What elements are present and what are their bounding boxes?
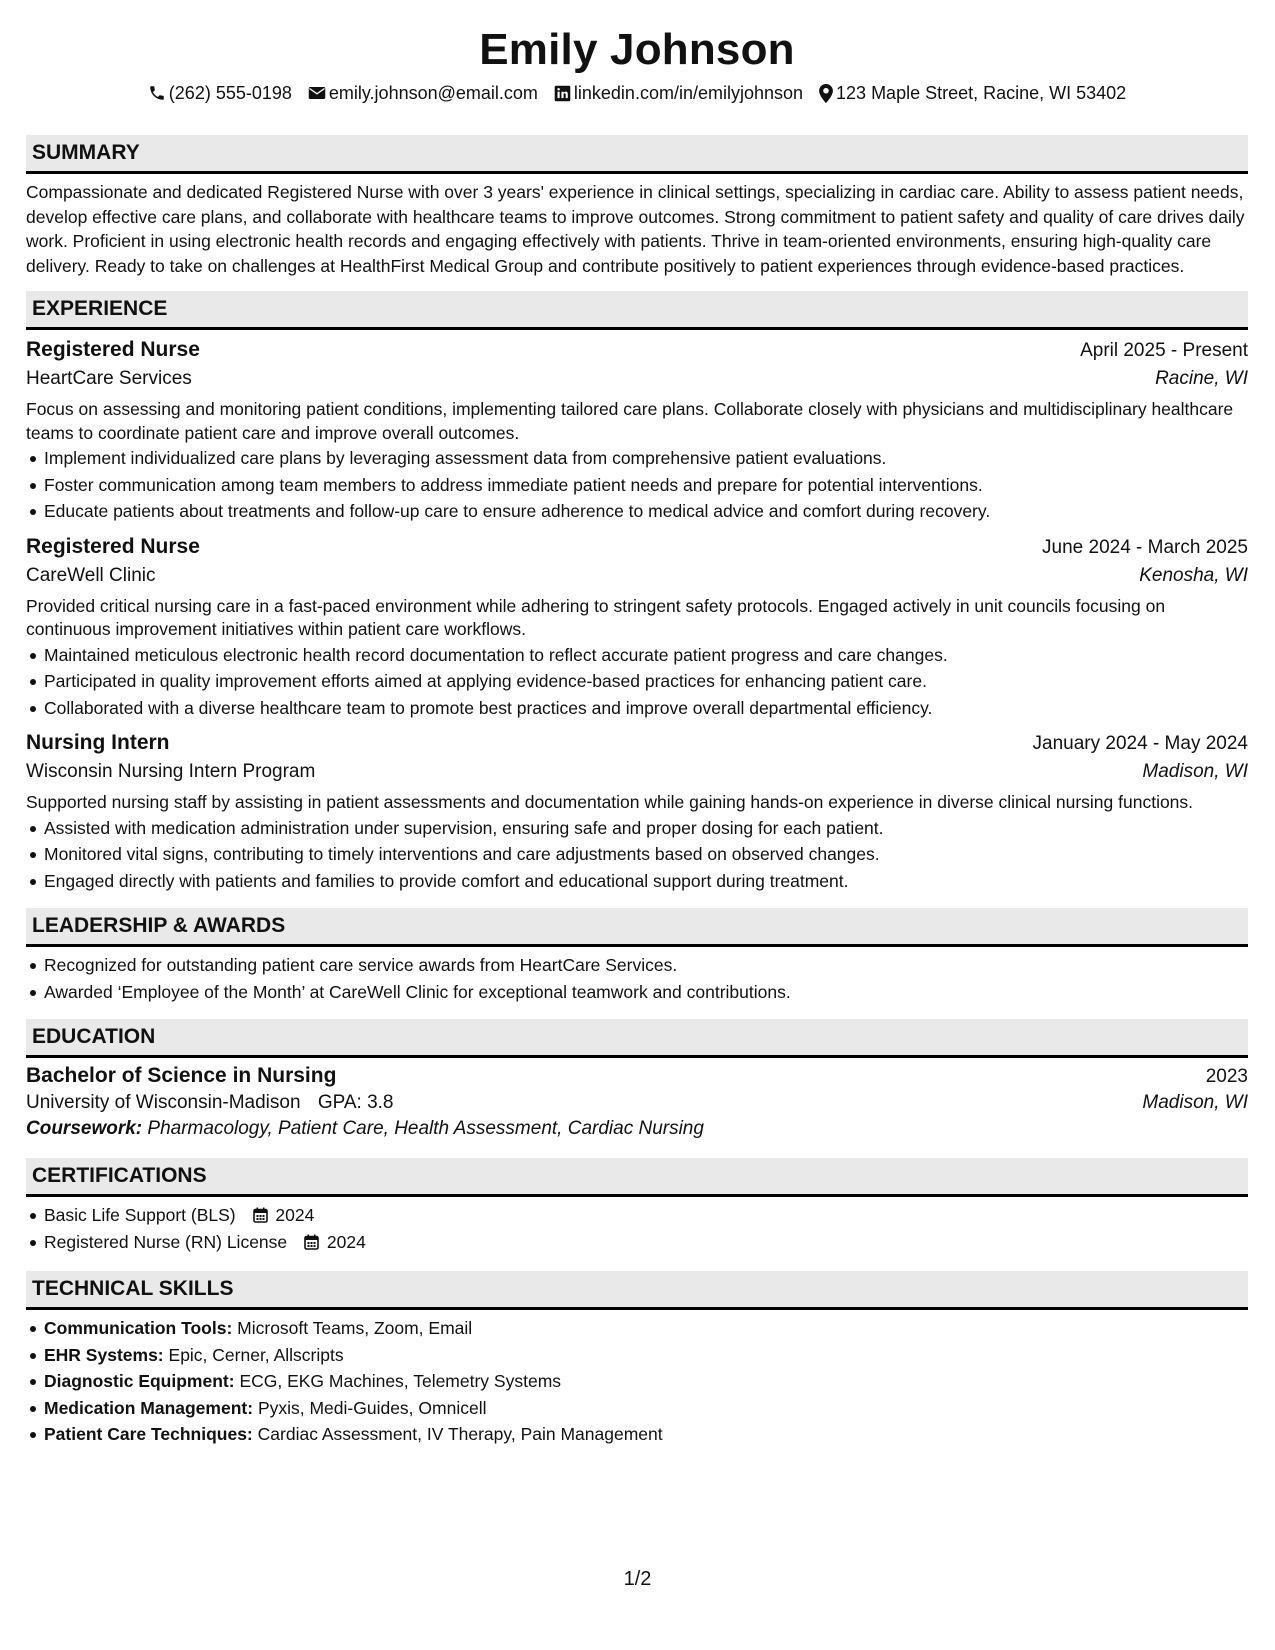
job-bullets [26,815,1248,895]
section-heading-summary: SUMMARY [26,135,1248,174]
contact-address [819,81,1126,105]
job-description: Supported nursing staff by assisting in patient assessments and documentation while gaining hands-on experience in diverse clinical nursing functions. [26,792,1194,813]
calendar-icon [253,1207,268,1223]
phone-text: (262) 555-0198 [168,83,292,103]
job-company: HeartCare Services [26,368,192,390]
certifications-section [26,1158,1248,1255]
cert-year: 2024 [275,1205,315,1226]
list-item: Recognized for outstanding patient care service awards from HeartCare Services. [44,952,1248,979]
job-location: Racine, WI [1155,368,1248,390]
job-company: CareWell Clinic [26,564,156,586]
section-heading-education: EDUCATION [26,1019,1248,1058]
linkedin-icon [554,85,571,102]
list-item: Assisted with medication administration under supervision, ensuring safe and proper dosing for each patient. [44,815,1248,842]
list-item: Maintained meticulous electronic health record documentation to reflect accurate patient progress and care changes. [44,642,1248,669]
skill-value: Epic, Cerner, Allscripts [168,1344,344,1365]
list-item [44,1395,1248,1422]
school-line [26,1092,394,1114]
skill-label: Communication Tools: [44,1318,233,1339]
coursework-list: Pharmacology, Patient Care, Health Assessment, Cardiac Nursing [147,1118,704,1140]
skills-list [26,1315,1248,1448]
contact-linkedin[interactable] [554,81,803,105]
list-item: Participated in quality improvement efforts aimed at applying evidence-based practices for enhancing patient care. [44,668,1248,695]
coursework-line [26,1118,1248,1140]
section-heading-skills: TECHNICAL SKILLS [26,1271,1248,1310]
linkedin-text[interactable]: linkedin.com/in/emilyjohnson [573,83,804,103]
job-dates: June 2024 - March 2025 [1042,536,1248,558]
job-title: Registered Nurse [26,338,200,362]
contact-email[interactable] [308,81,538,105]
page-number: 1/2 [623,1568,652,1590]
envelope-icon [308,85,326,101]
list-item: Foster communication among team members to address immediate patient needs and prepare for potential interventions. [44,472,1248,499]
experience-section [26,291,1248,894]
list-item [44,1229,1248,1256]
list-item: Engaged directly with patients and families to provide comfort and educational support during treatment. [44,868,1248,895]
list-item [44,1421,1248,1448]
job-bullets [26,445,1248,525]
list-item [44,1315,1248,1342]
list-item: Implement individualized care plans by leveraging assessment data from comprehensive patient evaluations. [44,445,1248,472]
cert-year: 2024 [326,1231,366,1252]
job-dates: April 2025 - Present [1080,340,1248,362]
skill-value: ECG, EKG Machines, Telemetry Systems [239,1371,562,1392]
skill-label: EHR Systems: [44,1344,164,1365]
job-title: Registered Nurse [26,534,200,558]
section-heading-leadership: LEADERSHIP & AWARDS [26,908,1248,947]
job-dates: January 2024 - May 2024 [1032,733,1248,755]
calendar-icon [304,1234,319,1250]
degree: Bachelor of Science in Nursing [26,1064,337,1088]
summary-section [26,135,1248,278]
school-location: Madison, WI [1142,1092,1248,1114]
email-text[interactable]: emily.johnson@email.com [328,83,538,103]
leadership-list [26,952,1248,1005]
job-bullets [26,642,1248,722]
job-entry [26,535,1248,722]
leadership-section [26,908,1248,1005]
skill-value: Cardiac Assessment, IV Therapy, Pain Management [257,1424,663,1445]
coursework-label: Coursework: [26,1118,143,1140]
skills-section [26,1271,1248,1448]
list-item: Educate patients about treatments and follow-up care to ensure adherence to medical advice and comfort during recovery. [44,498,1248,525]
gpa: GPA: 3.8 [317,1092,394,1114]
school-name: University of Wisconsin-Madison [26,1092,301,1114]
list-item [44,1368,1248,1395]
resume-page [26,0,1248,1448]
skill-label: Patient Care Techniques: [44,1424,253,1445]
contact-row [26,81,1248,105]
list-item [44,1202,1248,1229]
list-item: Awarded ‘Employee of the Month’ at CareWell Clinic for exceptional teamwork and contributions. [44,979,1248,1006]
contact-phone [148,81,292,105]
cert-name: Basic Life Support (BLS) [44,1205,236,1226]
section-heading-experience: EXPERIENCE [26,291,1248,330]
skill-value: Microsoft Teams, Zoom, Email [237,1318,473,1339]
summary-text: Compassionate and dedicated Registered Nurse with over 3 years' experience in clinical settings, specializing in cardiac care. Ability to assess patient needs, develop effective care plans, and collaborate with healthcare teams to improve outcomes. Strong commitment to patient safety and quality of care drives daily work. Proficient in using electronic health records and engaging effectively with patients. Thrive in team-oriented environments, ensuring high-quality care delivery. Ready to take on challenges at HealthFirst Medical Group and contribute positively to patient experiences through evidence-based practices. [26,182,1245,276]
education-section [26,1019,1248,1140]
phone-icon [148,84,166,102]
candidate-name: Emily Johnson [479,25,795,74]
job-location: Kenosha, WI [1139,564,1248,586]
job-location: Madison, WI [1142,761,1248,783]
job-description: Provided critical nursing care in a fast-paced environment while adhering to stringent safety protocols. Engaged actively in unit councils focusing on continuous improvement initiatives within patient care workflows. [26,595,1166,640]
list-item: Collaborated with a diverse healthcare team to promote best practices and improve overall departmental efficiency. [44,695,1248,722]
section-heading-certifications: CERTIFICATIONS [26,1158,1248,1197]
list-item [44,1342,1248,1369]
cert-name: Registered Nurse (RN) License [44,1231,288,1252]
address-text: 123 Maple Street, Racine, WI 53402 [836,83,1127,103]
job-description: Focus on assessing and monitoring patient conditions, implementing tailored care plans. Collaborate closely with physicians and multidisciplinary healthcare teams to coordinate patient care and improve overall outcomes. [26,399,1234,443]
certifications-list [26,1202,1248,1255]
skill-label: Diagnostic Equipment: [44,1371,235,1392]
map-pin-icon [819,84,833,103]
graduation-year: 2023 [1205,1066,1248,1088]
job-entry [26,338,1248,525]
list-item: Monitored vital signs, contributing to timely interventions and care adjustments based on observed changes. [44,841,1248,868]
skill-value: Pyxis, Medi-Guides, Omnicell [257,1397,487,1418]
job-title: Nursing Intern [26,731,170,755]
job-entry [26,731,1248,894]
job-company: Wisconsin Nursing Intern Program [26,761,316,783]
skill-label: Medication Management: [44,1397,254,1418]
